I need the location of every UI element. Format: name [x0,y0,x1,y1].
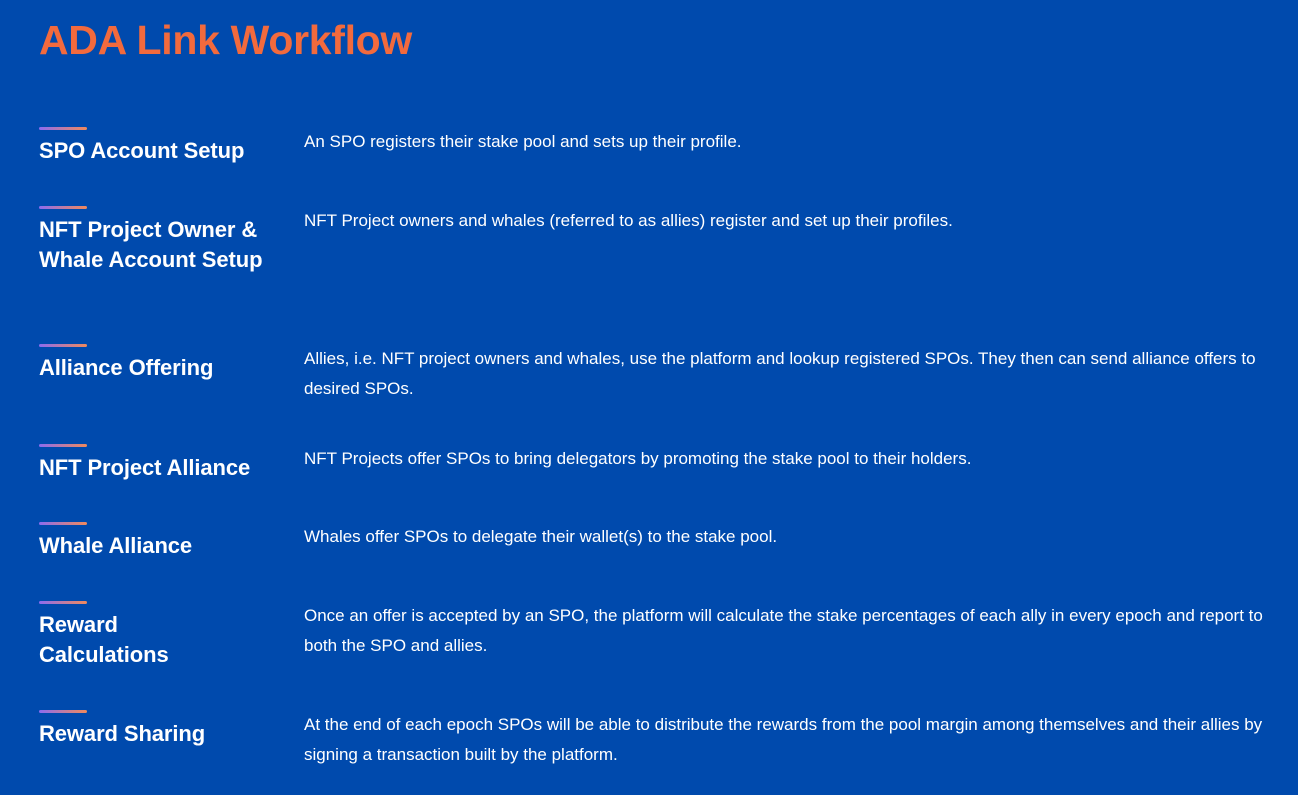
page-title: ADA Link Workflow [39,17,413,63]
step-title: Reward Calculations [39,612,169,667]
step-description: At the end of each epoch SPOs will be able to distribute the rewards from the pool margin among themselves and their allies by signing a transaction built by the platform. [304,715,1263,764]
step-title: Whale Alliance [39,533,193,558]
step-description: Once an offer is accepted by an SPO, the platform will calculate the stake percentages of each ally in every epoch and report to both the SPO and allies. [304,606,1263,655]
step-title: Alliance Offering [39,355,214,380]
step-description: Whales offer SPOs to delegate their wallet(s) to the stake pool. [304,527,778,546]
accent-bar [39,710,87,713]
step-description: NFT Projects offer SPOs to bring delegators by promoting the stake pool to their holders. [304,449,972,468]
step-title: NFT Project Owner & Whale Account Setup [39,217,263,272]
step-title: Reward Sharing [39,721,206,746]
accent-bar [39,444,87,447]
step-title: SPO Account Setup [39,138,245,163]
accent-bar [39,206,87,209]
step-description: Allies, i.e. NFT project owners and whales, use the platform and lookup registered SPOs. They then can send alliance offers to desired SPOs. [304,349,1256,398]
step-description: An SPO registers their stake pool and sets up their profile. [304,132,742,151]
step-title: NFT Project Alliance [39,455,251,480]
accent-bar [39,522,87,525]
accent-bar [39,601,87,604]
step-description: NFT Project owners and whales (referred to as allies) register and set up their profiles. [304,211,953,230]
accent-bar [39,344,87,347]
accent-bar [39,127,87,130]
